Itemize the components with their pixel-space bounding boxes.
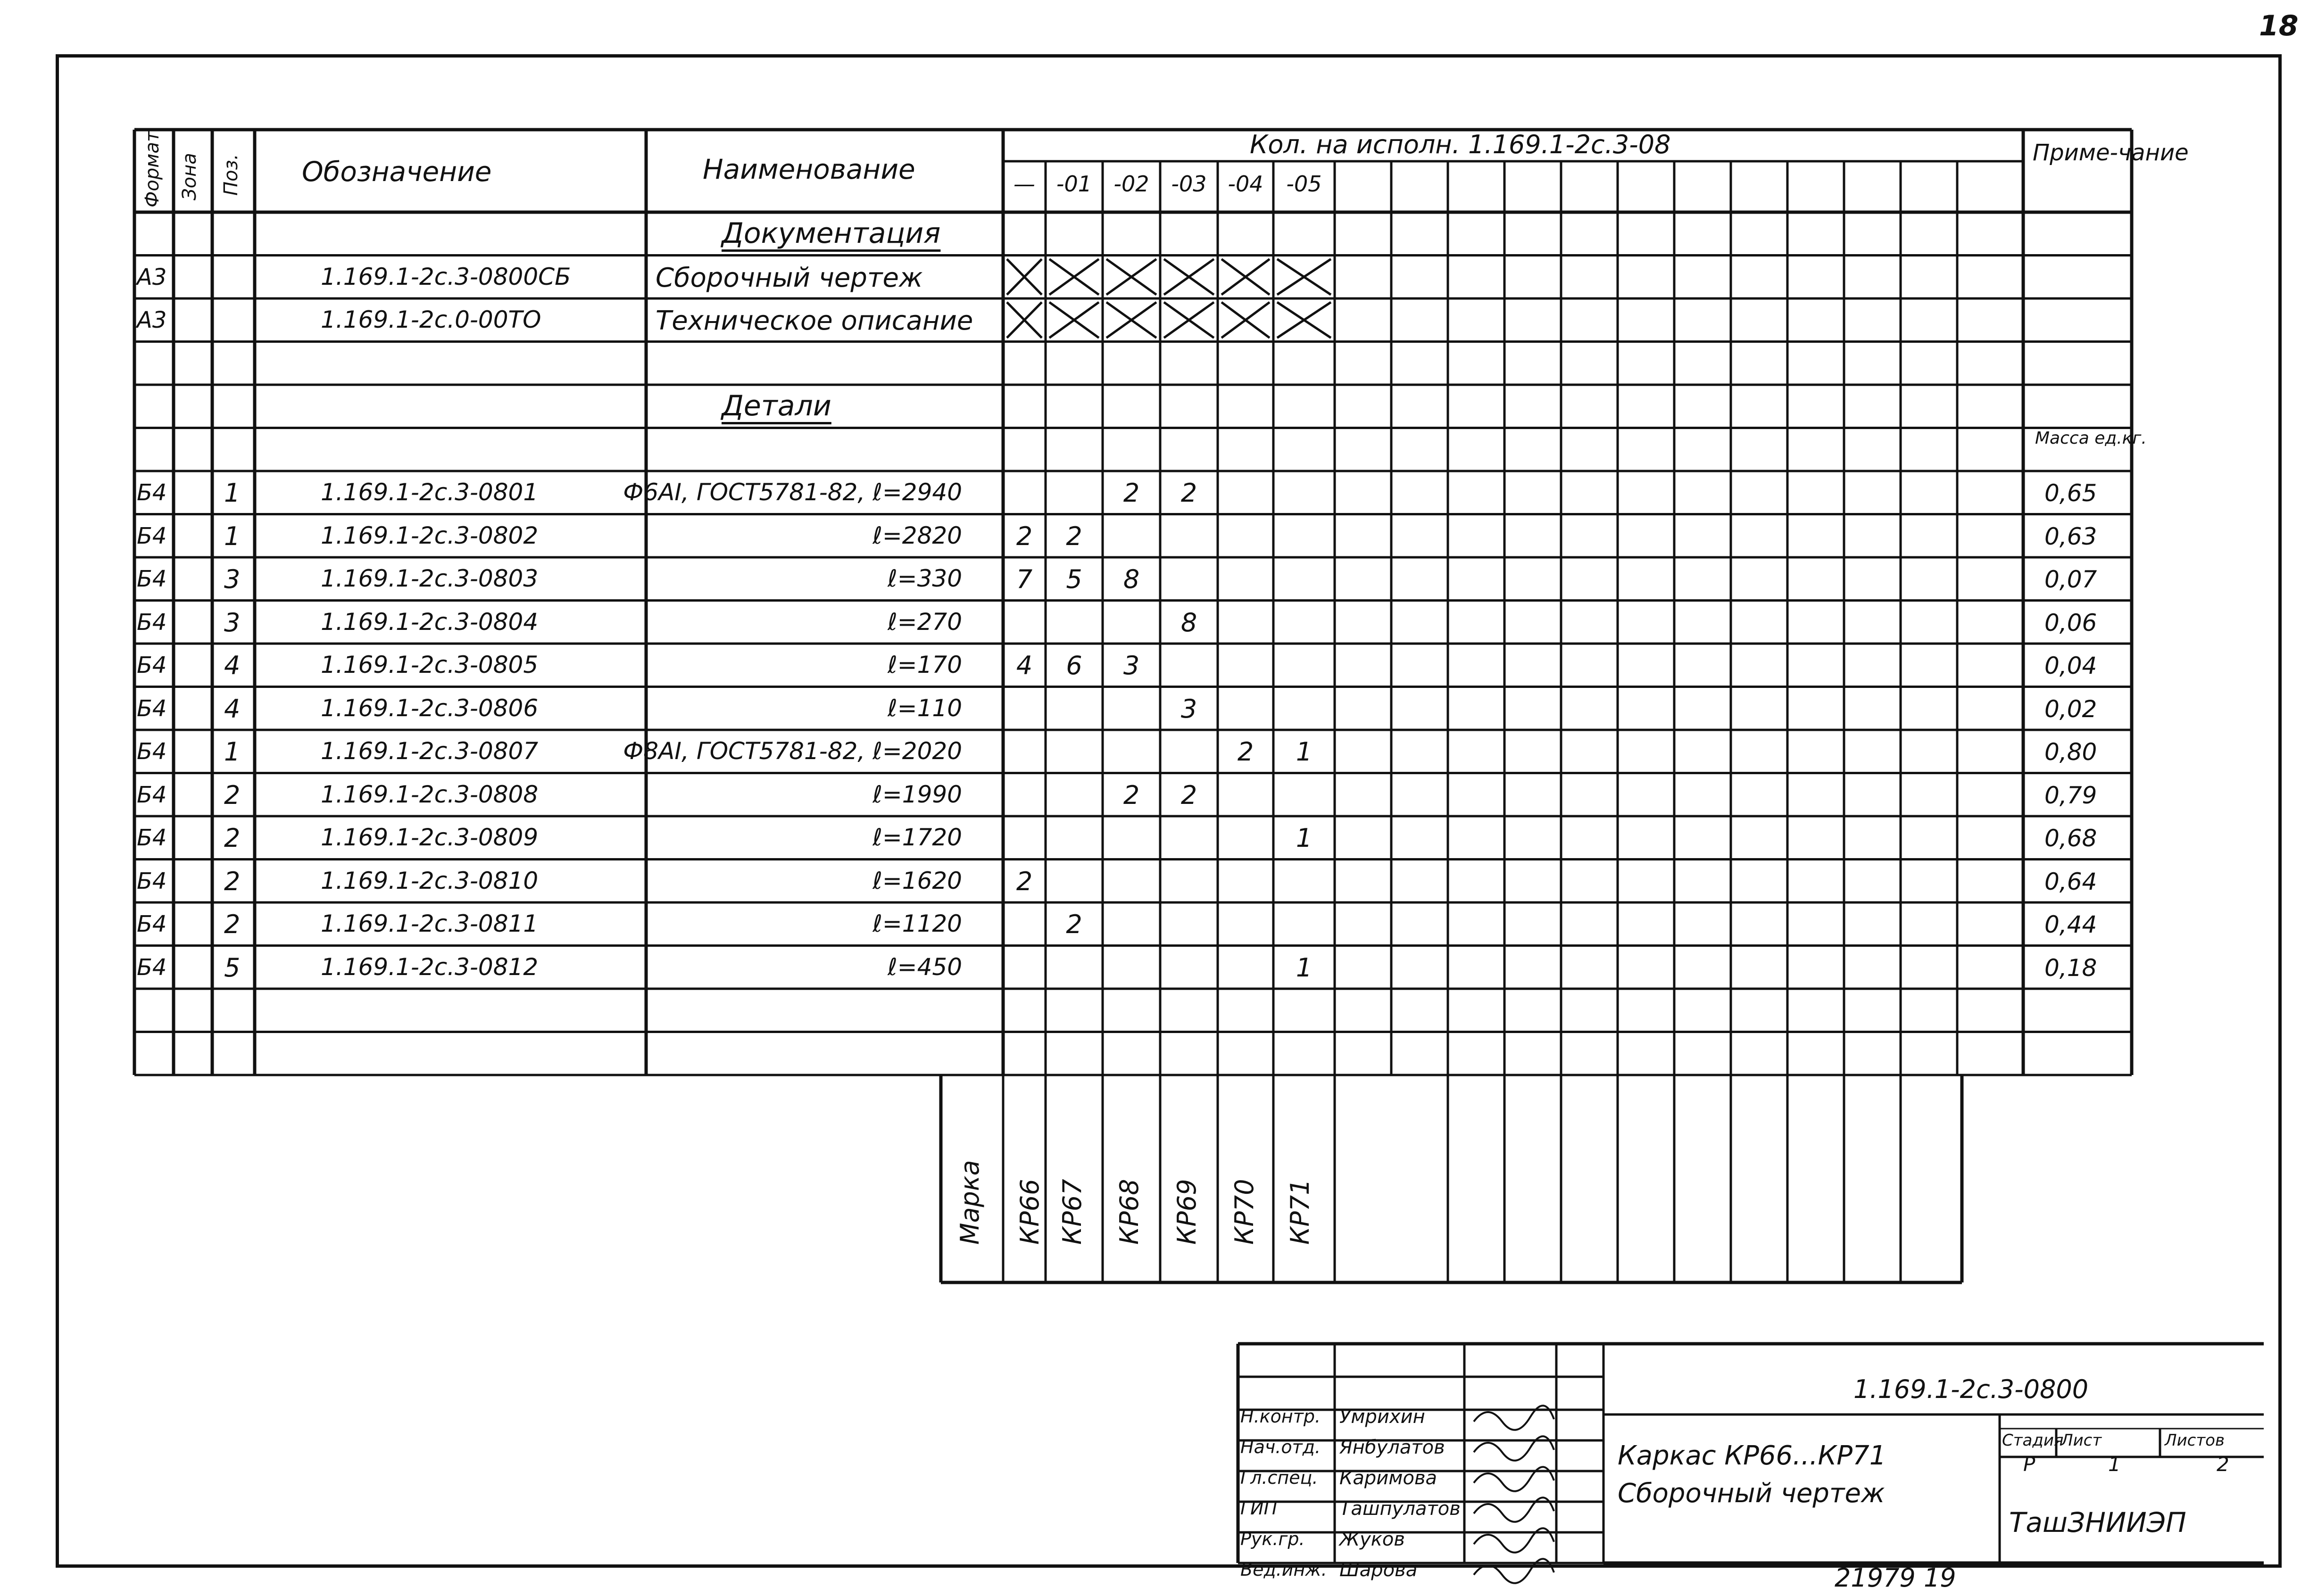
part-format: Б4 (137, 825, 167, 851)
part-qty: 6 (1066, 651, 1082, 680)
part-pos: 1 (224, 737, 241, 767)
bottom-number: 21979 19 (1835, 1563, 1956, 1593)
header-format: Формат (141, 131, 163, 207)
doc-format: А3 (137, 307, 167, 333)
header-variant: -04 (1228, 171, 1263, 197)
part-name: Ф6АI, ГОСТ5781-82, ℓ=2940 (623, 479, 962, 506)
stamp-role: Рук.гр. (1240, 1529, 1305, 1549)
stamp-sheets: 2 (2217, 1453, 2229, 1476)
part-qty: 1 (1296, 737, 1312, 767)
header-variant: -05 (1286, 171, 1322, 197)
section-parts: Детали (722, 389, 831, 422)
stamp-name: Каримова (1339, 1467, 1437, 1489)
stamp-title-1: Каркас КР66...КР71 (1618, 1440, 1886, 1471)
mark-item: КР66 (1015, 1179, 1045, 1245)
stamp-role: ГИП (1240, 1498, 1278, 1519)
part-qty: 7 (1016, 564, 1033, 594)
stamp-sheets-label: Листов (2165, 1431, 2225, 1450)
part-qty: 1 (1296, 952, 1312, 983)
part-mass: 0,80 (2044, 738, 2097, 766)
header-pos: Поз. (220, 154, 242, 196)
part-qty: 2 (1180, 478, 1197, 508)
part-format: Б4 (137, 566, 167, 592)
part-designation: 1.169.1-2с.3-0812 (321, 953, 539, 981)
part-pos: 2 (224, 866, 241, 896)
part-name: ℓ=450 (888, 953, 962, 981)
doc-designation: 1.169.1-2с.0-00ТО (321, 306, 541, 333)
part-name: Ф8АI, ГОСТ5781-82, ℓ=2020 (623, 737, 962, 765)
mark-item: КР68 (1114, 1179, 1144, 1245)
part-qty: 8 (1180, 607, 1197, 637)
stamp-role: Гл.спец. (1240, 1467, 1318, 1488)
stamp-name: Умрихин (1339, 1406, 1425, 1428)
stamp-role: Вед.инж. (1240, 1559, 1327, 1580)
part-mass: 0,68 (2044, 825, 2097, 852)
doc-format: А3 (137, 264, 167, 290)
part-qty: 2 (1016, 866, 1033, 896)
part-designation: 1.169.1-2с.3-0806 (321, 694, 539, 722)
part-pos: 3 (224, 564, 241, 594)
page-number: 18 (2259, 9, 2299, 42)
stamp-sheet: 1 (2108, 1453, 2121, 1476)
doc-designation: 1.169.1-2с.3-0800СБ (321, 263, 571, 290)
part-pos: 1 (224, 478, 241, 508)
part-pos: 2 (224, 823, 241, 853)
stamp-stage: Р (2023, 1453, 2035, 1476)
part-name: ℓ=1620 (872, 867, 962, 894)
part-mass: 0,06 (2044, 609, 2097, 637)
stamp-sheet-label: Лист (2061, 1431, 2102, 1450)
part-qty: 5 (1066, 564, 1082, 594)
stamp-title-2: Сборочный чертеж (1618, 1478, 1885, 1509)
part-format: Б4 (137, 652, 167, 678)
part-qty: 2 (1066, 910, 1082, 939)
part-designation: 1.169.1-2с.3-0811 (321, 910, 539, 937)
part-qty: 3 (1123, 651, 1140, 680)
part-mass: 0,02 (2044, 695, 2097, 723)
mass-label: Масса ед.кг. (2035, 428, 2147, 448)
part-mass: 0,44 (2044, 911, 2097, 938)
part-format: Б4 (137, 868, 167, 894)
header-variant: -02 (1113, 171, 1149, 197)
part-mass: 0,79 (2044, 781, 2097, 809)
header-name: Наименование (703, 153, 915, 185)
header-variant: — (1013, 171, 1035, 197)
part-name: ℓ=1720 (872, 824, 962, 851)
header-designation: Обозначение (302, 156, 492, 188)
mark-item: КР69 (1172, 1179, 1202, 1245)
stamp-name: Шарова (1339, 1559, 1418, 1581)
part-designation: 1.169.1-2с.3-0801 (321, 479, 539, 506)
part-mass: 0,64 (2044, 868, 2097, 895)
part-name: ℓ=1990 (872, 780, 962, 808)
part-format: Б4 (137, 781, 167, 808)
part-name: ℓ=170 (888, 651, 962, 678)
part-pos: 1 (224, 521, 241, 551)
part-designation: 1.169.1-2с.3-0810 (321, 867, 539, 894)
header-variant: -03 (1171, 171, 1207, 197)
part-pos: 3 (224, 607, 241, 637)
part-format: Б4 (137, 480, 167, 506)
part-designation: 1.169.1-2с.3-0802 (321, 521, 539, 549)
doc-name: Сборочный чертеж (656, 262, 923, 293)
part-format: Б4 (137, 738, 167, 765)
stamp-org: ТашЗНИИЭП (2009, 1506, 2186, 1538)
stamp-name: Ташпулатов (1339, 1498, 1461, 1520)
header-variant: -01 (1056, 171, 1092, 197)
part-designation: 1.169.1-2с.3-0804 (321, 608, 539, 636)
part-mass: 0,18 (2044, 954, 2097, 982)
part-qty: 2 (1237, 737, 1254, 767)
stamp-role: Н.контр. (1240, 1406, 1321, 1427)
stamp-role: Нач.отд. (1240, 1437, 1321, 1457)
part-name: ℓ=110 (888, 694, 962, 722)
header-qty: Кол. на исполн. 1.169.1-2с.3-08 (1250, 130, 1671, 159)
stamp-stage-label: Стадия (2002, 1431, 2064, 1450)
part-pos: 2 (224, 780, 241, 810)
part-format: Б4 (137, 609, 167, 636)
marks-label: Марка (955, 1160, 985, 1245)
part-format: Б4 (137, 522, 167, 549)
part-qty: 2 (1123, 478, 1140, 508)
part-designation: 1.169.1-2с.3-0805 (321, 651, 539, 678)
part-pos: 2 (224, 910, 241, 939)
part-mass: 0,04 (2044, 652, 2097, 679)
part-designation: 1.169.1-2с.3-0808 (321, 780, 539, 808)
part-pos: 4 (224, 694, 241, 724)
doc-name: Техническое описание (656, 306, 973, 336)
part-mass: 0,63 (2044, 522, 2097, 550)
header-zone: Зона (179, 153, 200, 200)
part-format: Б4 (137, 911, 167, 937)
part-format: Б4 (137, 695, 167, 722)
stamp-name: Жуков (1339, 1529, 1405, 1550)
part-qty: 2 (1123, 780, 1140, 810)
mark-item: КР71 (1285, 1179, 1315, 1245)
part-qty: 2 (1066, 521, 1082, 551)
part-name: ℓ=330 (888, 565, 962, 592)
part-designation: 1.169.1-2с.3-0809 (321, 824, 539, 851)
part-mass: 0,07 (2044, 566, 2097, 593)
stamp-code: 1.169.1-2с.3-0800 (1853, 1374, 2089, 1404)
part-format: Б4 (137, 954, 167, 981)
part-name: ℓ=1120 (872, 910, 962, 937)
mark-item: КР67 (1057, 1179, 1087, 1245)
part-qty: 8 (1123, 564, 1140, 594)
part-mass: 0,65 (2044, 480, 2097, 507)
part-qty: 2 (1016, 521, 1033, 551)
part-designation: 1.169.1-2с.3-0807 (321, 737, 539, 765)
part-pos: 5 (224, 952, 241, 983)
part-pos: 4 (224, 651, 241, 680)
part-qty: 3 (1180, 694, 1197, 724)
part-name: ℓ=270 (888, 608, 962, 636)
part-name: ℓ=2820 (872, 521, 962, 549)
part-qty: 1 (1296, 823, 1312, 853)
part-qty: 4 (1016, 651, 1033, 680)
section-documentation: Документация (722, 217, 941, 250)
mark-item: КР70 (1229, 1179, 1259, 1245)
stamp-name: Янбулатов (1339, 1437, 1445, 1458)
header-note: Приме-чание (2033, 140, 2189, 166)
part-designation: 1.169.1-2с.3-0803 (321, 565, 539, 592)
part-qty: 2 (1180, 780, 1197, 810)
